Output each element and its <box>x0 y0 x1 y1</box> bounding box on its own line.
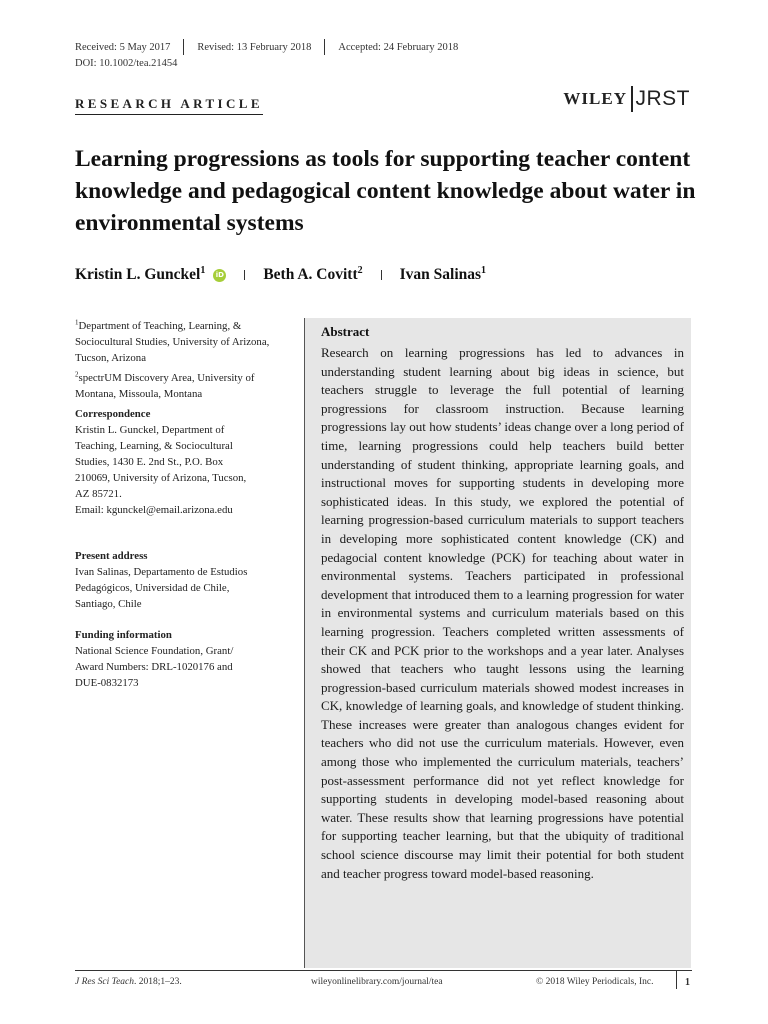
footer-divider <box>676 971 677 989</box>
correspondence-label: Correspondence <box>75 408 151 420</box>
journal-logo <box>563 86 690 112</box>
author-name[interactable]: Ivan Salinas$^1$ <box>399 264 487 283</box>
correspondence-line: Studies, 1430 E. 2nd St., P.O. Box <box>75 456 224 468</box>
funding-line: DUE-0832173 <box>75 677 139 689</box>
revised-date: Revised: 13 February 2018 <box>197 41 312 53</box>
abstract-heading: Abstract <box>321 324 370 339</box>
funding-label: Funding information <box>75 629 172 641</box>
correspondence-line: Kristin L. Gunckel, Department of <box>75 424 225 436</box>
author-divider <box>244 270 245 280</box>
footer-citation: J Res Sci Teach. 2018;1–23. <box>75 977 182 987</box>
footer-rule <box>75 970 692 971</box>
accepted-date: Accepted: 24 February 2018 <box>338 41 459 53</box>
page-number: 1 <box>685 976 690 988</box>
orcid-icon[interactable]: iD <box>213 269 226 282</box>
journal-name: JRST <box>635 87 690 110</box>
footer-url[interactable]: wileyonlinelibrary.com/journal/tea <box>311 977 443 987</box>
funding-line: National Science Foundation, Grant/ <box>75 645 234 657</box>
divider <box>183 39 184 55</box>
doi[interactable]: DOI: 10.1002/tea.21454 <box>75 58 178 69</box>
abstract-box <box>304 318 691 968</box>
present-address-line: Pedagógicos, Universidad de Chile, <box>75 582 230 594</box>
author-list <box>75 266 486 284</box>
abstract-text: Research on learning progressions has led to advances in understanding student learning about big ideas in science, but teachers struggle to leverage the full potential of learning progressions for classroom instruction. Because learning progressions lay out how students’ ideas change over a long period of time, learning progressions could help teachers build better understanding of student thinking, appropriate learning goals, and instructional moves for supporting students in developing more sophisticated ideas. In this study, we explored the potential of learning progression-based curriculum materials to support teachers in developing more sophisticated content knowledge (CK) and pedagocial content knowledge (PCK) for teaching about water in environmental systems. Teachers participated in professional development that introduced them to a learning progression for water in environmental systems and curriculum materials based on this learning progression. Teachers completed written assessments of their CK and PCK prior to the workshops and a year later. Analyses showed that teachers who taught lessons using the learning progression-based curriculum materials showed modest increases in CK, knowledge of learning goals, and knowledge of student thinking. These increases were greater than analogous changes evident for teachers who did not use the curriculum materials. However, even among those who implemented the curriculum materials, teachers’ post-assessment performance did not yet reflect knowledge for supporting students in developing model-based reasoning about water. These results show that learning progressions have potential for supporting teacher learning, but that the ubiquity of traditional school science discourse may limit their potential for both student and teacher progress toward model-based reasoning. <box>321 345 684 881</box>
divider <box>324 39 325 55</box>
article-info-column <box>75 318 285 711</box>
footer-copyright: © 2018 Wiley Periodicals, Inc. <box>536 977 654 987</box>
article-type: RESEARCH ARTICLE <box>75 96 263 115</box>
author-divider <box>381 270 382 280</box>
present-address-label: Present address <box>75 550 148 562</box>
present-address-line: Santiago, Chile <box>75 598 142 610</box>
publisher-logo: WILEY <box>563 89 627 108</box>
present-address-block <box>75 548 285 612</box>
article-title: Learning progressions as tools for supporting teacher content knowledge and pedagogical content knowledge about water in environmental systems <box>75 146 696 236</box>
page-footer <box>75 977 692 987</box>
author-name[interactable]: Kristin L. Gunckel$^1$ <box>75 264 206 283</box>
author-name[interactable]: Beth A. Covitt$^2$ <box>263 264 363 283</box>
correspondence-line: AZ 85721. <box>75 488 122 500</box>
affiliation: $^2$spectrUM Discovery Area, University of Montana, Missoula, Montana <box>75 370 255 400</box>
funding-block <box>75 627 285 691</box>
logo-divider <box>631 86 633 112</box>
affiliation: $^1$Department of Teaching, Learning, & Sociocultural Studies, University of Arizona, Tucson, Arizona <box>75 318 270 364</box>
correspondence-line: Teaching, Learning, & Sociocultural <box>75 440 233 452</box>
publication-dates <box>75 39 458 55</box>
correspondence-block <box>75 406 285 518</box>
correspondence-line: 210069, University of Arizona, Tucson, <box>75 472 247 484</box>
received-date: Received: 5 May 2017 <box>75 41 171 53</box>
funding-line: Award Numbers: DRL-1020176 and <box>75 661 233 673</box>
present-address-line: Ivan Salinas, Departamento de Estudios <box>75 566 248 578</box>
correspondence-email[interactable]: Email: kgunckel@email.arizona.edu <box>75 504 233 516</box>
